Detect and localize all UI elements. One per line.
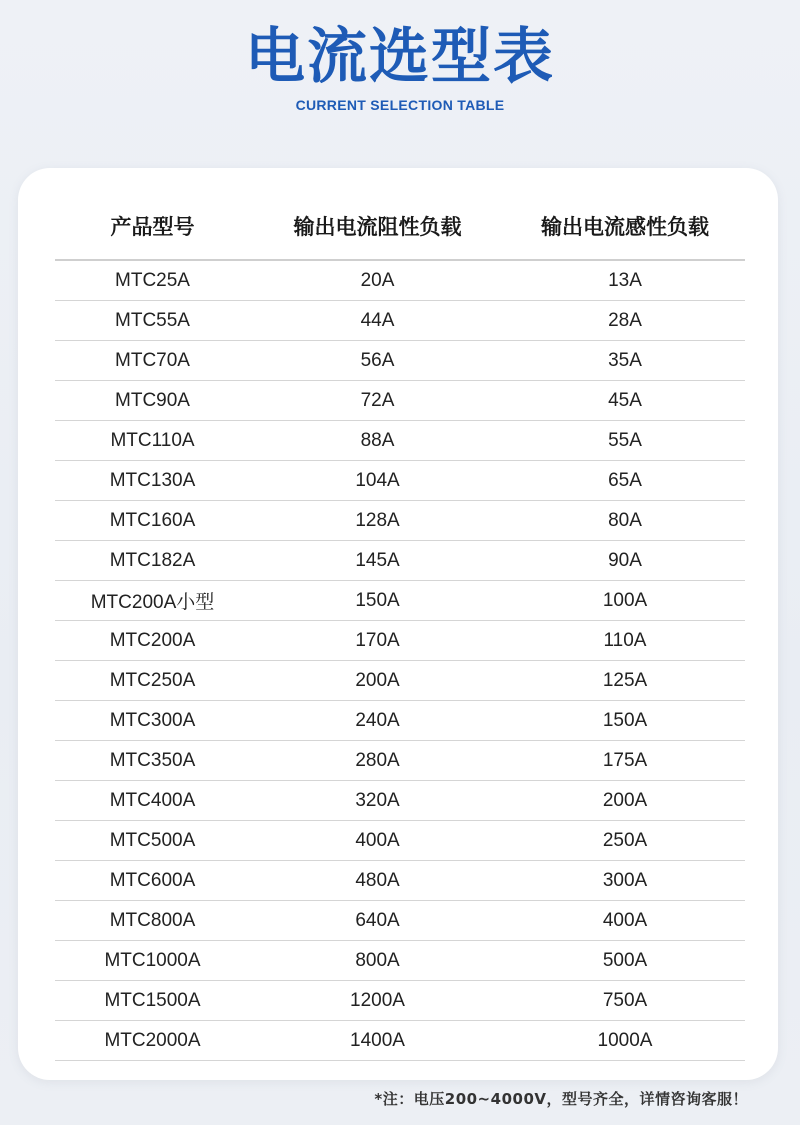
header-inductive-load: 输出电流感性负载	[541, 215, 709, 239]
table-row	[55, 901, 745, 941]
cell-model: MTC200A	[109, 629, 196, 651]
cell-resistive: 1400A	[350, 1029, 405, 1051]
cell-inductive: 750A	[602, 989, 648, 1011]
cell-model: MTC400A	[109, 789, 196, 811]
cell-model: MTC110A	[110, 429, 195, 451]
cell-model: MTC500A	[109, 829, 196, 851]
cell-resistive: 480A	[355, 869, 400, 891]
cell-inductive: 500A	[602, 949, 648, 971]
cell-resistive: 44A	[360, 309, 395, 331]
cell-inductive: 100A	[602, 589, 648, 611]
header-resistive-load: 输出电流阻性负载	[293, 215, 462, 239]
cell-inductive: 400A	[602, 909, 648, 931]
cell-model: MTC130A	[109, 469, 196, 491]
cell-inductive: 125A	[602, 669, 648, 691]
cell-resistive: 170A	[355, 629, 400, 651]
table-row	[55, 781, 745, 821]
footer-note: *注：电压200~4000V，型号齐全，详情咨询客服！	[374, 1090, 748, 1108]
cell-resistive: 640A	[355, 909, 400, 931]
cell-resistive: 104A	[355, 469, 400, 491]
cell-model: MTC350A	[109, 749, 196, 771]
cell-model: MTC2000A	[104, 1029, 201, 1051]
table-row	[55, 1021, 745, 1061]
table-row	[55, 741, 745, 781]
cell-resistive: 145A	[355, 549, 400, 571]
cell-resistive: 20A	[360, 269, 395, 291]
cell-model: MTC300A	[109, 709, 196, 731]
cell-resistive: 320A	[355, 789, 400, 811]
table-row	[55, 261, 745, 301]
cell-model: MTC800A	[109, 909, 196, 931]
cell-model: MTC1500A	[104, 989, 201, 1011]
cell-resistive: 88A	[360, 429, 395, 451]
cell-resistive: 200A	[355, 669, 400, 691]
current-selection-table	[55, 193, 745, 1061]
cell-inductive: 55A	[608, 429, 642, 451]
table-row	[55, 541, 745, 581]
table-row	[55, 861, 745, 901]
cell-inductive: 28A	[608, 309, 642, 331]
cell-inductive: 150A	[602, 709, 648, 731]
cell-model: MTC600A	[109, 869, 196, 891]
table-row	[55, 301, 745, 341]
cell-resistive: 1200A	[350, 989, 405, 1011]
cell-inductive: 90A	[608, 549, 642, 571]
table-row	[55, 661, 745, 701]
cell-resistive: 800A	[355, 949, 400, 971]
table-body	[55, 261, 745, 1061]
cell-inductive: 175A	[602, 749, 648, 771]
table-row	[55, 701, 745, 741]
cell-resistive: 72A	[360, 389, 395, 411]
table-row	[55, 501, 745, 541]
cell-inductive: 80A	[608, 509, 642, 531]
cell-resistive: 400A	[355, 829, 400, 851]
selection-table-card	[18, 168, 778, 1080]
table-row	[55, 621, 745, 661]
cell-model: MTC160A	[109, 509, 196, 531]
cell-resistive: 56A	[360, 349, 395, 371]
table-row	[55, 941, 745, 981]
page-subtitle: CURRENT SELECTION TABLE	[295, 97, 505, 113]
cell-inductive: 35A	[608, 349, 642, 371]
table-row	[55, 821, 745, 861]
cell-model: MTC70A	[115, 349, 190, 371]
table-row	[55, 421, 745, 461]
cell-resistive: 128A	[355, 509, 400, 531]
cell-resistive: 240A	[355, 709, 400, 731]
cell-resistive: 280A	[355, 749, 400, 771]
table-row	[55, 981, 745, 1021]
cell-model: MTC200A小型	[90, 592, 215, 613]
cell-inductive: 45A	[608, 389, 642, 411]
cell-resistive: 150A	[355, 589, 400, 611]
table-row	[55, 381, 745, 421]
table-header-row	[55, 193, 745, 261]
cell-model: MTC25A	[115, 269, 190, 291]
header-model: 产品型号	[110, 215, 195, 239]
cell-inductive: 65A	[608, 469, 642, 491]
cell-inductive: 110A	[603, 629, 647, 651]
cell-inductive: 1000A	[597, 1029, 653, 1051]
cell-inductive: 300A	[602, 869, 648, 891]
cell-inductive: 250A	[602, 829, 648, 851]
table-row	[55, 341, 745, 381]
cell-model: MTC1000A	[104, 949, 201, 971]
table-row	[55, 461, 745, 501]
table-row	[55, 581, 745, 621]
cell-model: MTC55A	[115, 309, 190, 331]
cell-model: MTC250A	[109, 669, 196, 691]
cell-inductive: 13A	[608, 269, 642, 291]
cell-inductive: 200A	[602, 789, 648, 811]
page-title: 电流选型表	[245, 22, 555, 92]
cell-model: MTC182A	[109, 549, 196, 571]
cell-model: MTC90A	[115, 389, 190, 411]
